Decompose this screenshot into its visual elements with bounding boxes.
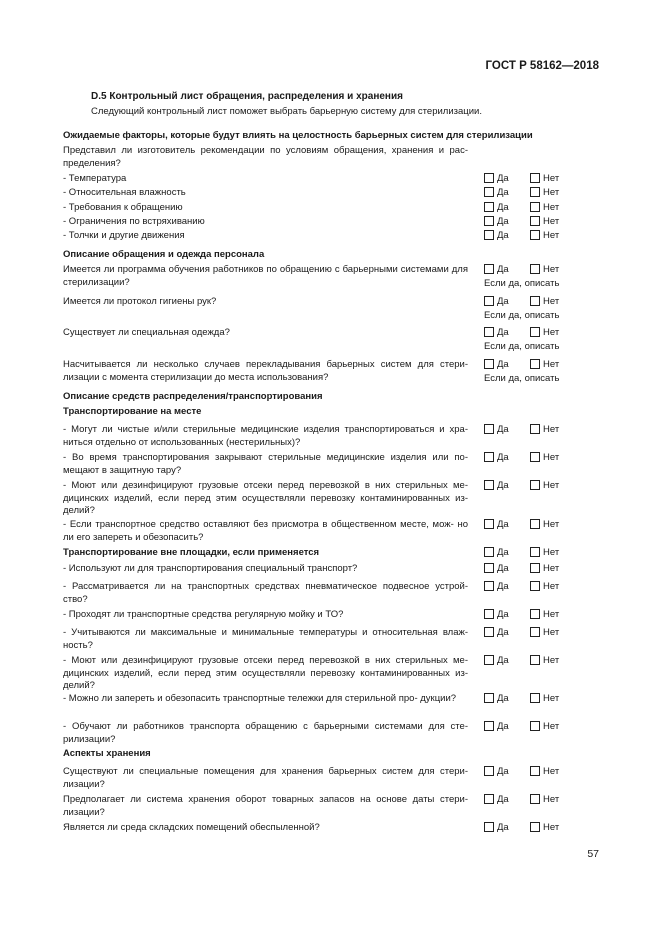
question-text: - Учитываются ли максимальные и минимальные температуры и относительная влаж- ность? [63, 627, 468, 651]
checkbox-icon[interactable] [530, 327, 540, 337]
option-no[interactable] [530, 609, 559, 621]
option-no[interactable] [530, 216, 559, 228]
option-no[interactable] [530, 822, 559, 834]
checkbox-icon[interactable] [484, 452, 494, 462]
question-text: Имеется ли протокол гигиены рук? [63, 296, 217, 307]
question-text: - Относительная влажность [63, 187, 186, 198]
option-no[interactable] [530, 187, 559, 199]
checkbox-icon[interactable] [484, 480, 494, 490]
option-label: Да [497, 202, 509, 213]
option-label: Да [497, 230, 509, 241]
option-label: Нет [543, 627, 560, 638]
option-yes[interactable] [484, 693, 509, 705]
describe-label: Если да, описать [484, 373, 560, 384]
option-label: Нет [543, 794, 560, 805]
option-label: Нет [543, 609, 560, 620]
section-heading: Описание средств распределения/транспортирования [63, 391, 323, 402]
option-label: Нет [543, 173, 560, 184]
checkbox-icon[interactable] [484, 216, 494, 226]
question-text: Предполагает ли система хранения оборот товарных запасов на основе даты стери- лизации? [63, 794, 468, 818]
option-yes[interactable] [484, 187, 509, 199]
option-no[interactable] [530, 480, 559, 492]
option-no[interactable] [530, 519, 559, 531]
checkbox-icon[interactable] [484, 822, 494, 832]
checkbox-icon[interactable] [530, 359, 540, 369]
option-yes[interactable] [484, 822, 509, 834]
checkbox-icon[interactable] [530, 424, 540, 434]
checkbox-icon[interactable] [484, 187, 494, 197]
checkbox-icon[interactable] [484, 766, 494, 776]
question-text: - Ограничения по встряхиванию [63, 216, 205, 227]
checkbox-icon[interactable] [484, 202, 494, 212]
checkbox-icon[interactable] [484, 721, 494, 731]
checkbox-icon[interactable] [484, 581, 494, 591]
section-heading: Аспекты хранения [63, 748, 151, 759]
option-label: Да [497, 480, 509, 491]
option-yes[interactable] [484, 766, 509, 778]
option-no[interactable] [530, 327, 559, 339]
section-heading: Описание обращения и одежда персонала [63, 249, 265, 260]
option-label: Да [497, 216, 509, 227]
option-label: Нет [543, 327, 560, 338]
option-label: Да [497, 581, 509, 592]
option-yes[interactable] [484, 264, 509, 276]
checkbox-icon[interactable] [530, 216, 540, 226]
option-label: Нет [543, 452, 560, 463]
option-yes[interactable] [484, 655, 509, 667]
option-no[interactable] [530, 264, 559, 276]
option-label: Да [497, 424, 509, 435]
checkbox-icon[interactable] [484, 693, 494, 703]
option-label: Да [497, 627, 509, 638]
question-text: Насчитывается ли несколько случаев перекладывания барьерных систем для стери- лизации с момента стерилизации до места использования? [63, 359, 468, 383]
checkbox-icon[interactable] [530, 519, 540, 529]
checkbox-icon[interactable] [530, 296, 540, 306]
question-text: - Используют ли для транспортирования специальный транспорт? [63, 563, 358, 574]
option-label: Да [497, 766, 509, 777]
question-text: - Температура [63, 173, 127, 184]
document-header: ГОСТ Р 58162—2018 [485, 60, 599, 72]
option-no[interactable] [530, 794, 559, 806]
checkbox-icon[interactable] [484, 563, 494, 573]
option-label: Нет [543, 424, 560, 435]
option-no[interactable] [530, 424, 559, 436]
option-label: Да [497, 822, 509, 833]
question-text: Является ли среда складских помещений обеспыленной? [63, 822, 320, 833]
option-label: Нет [543, 547, 560, 558]
option-label: Да [497, 173, 509, 184]
option-label: Да [497, 609, 509, 620]
checkbox-icon[interactable] [484, 627, 494, 637]
option-no[interactable] [530, 230, 559, 242]
option-yes[interactable] [484, 609, 509, 621]
option-label: Нет [543, 216, 560, 227]
checkbox-icon[interactable] [530, 627, 540, 637]
option-yes[interactable] [484, 230, 509, 242]
option-label: Нет [543, 296, 560, 307]
option-label: Нет [543, 359, 560, 370]
question-text: - Моют или дезинфицируют грузовые отсеки перед перевозкой в них стерильных ме- дицинских изделий, если перед этим осуществляли перевозку контаминированных из- делий? [63, 655, 468, 691]
describe-label: Если да, описать [484, 310, 560, 321]
checkbox-icon[interactable] [530, 480, 540, 490]
option-yes[interactable] [484, 721, 509, 733]
option-label: Нет [543, 721, 560, 732]
option-yes[interactable] [484, 480, 509, 492]
option-label: Да [497, 693, 509, 704]
question-text: - Во время транспортирования закрывают стерильные медицинские изделия или по- мещают в защитную тару? [63, 452, 468, 476]
option-yes[interactable] [484, 563, 509, 575]
option-no[interactable] [530, 359, 559, 371]
checkbox-icon[interactable] [484, 519, 494, 529]
option-label: Нет [543, 766, 560, 777]
checkbox-icon[interactable] [530, 655, 540, 665]
checkbox-icon[interactable] [530, 609, 540, 619]
section-heading: Транспортирование на месте [63, 406, 202, 417]
question-text: - Могут ли чистые и/или стерильные медицинские изделия транспортироваться и хра- ниться отдельно от использованных (нестерильных)? [63, 424, 468, 448]
checkbox-icon[interactable] [530, 230, 540, 240]
checkbox-icon[interactable] [530, 766, 540, 776]
option-no[interactable] [530, 563, 559, 575]
option-label: Да [497, 359, 509, 370]
checkbox-icon[interactable] [484, 173, 494, 183]
option-label: Да [497, 327, 509, 338]
checkbox-icon[interactable] [484, 296, 494, 306]
option-label: Нет [543, 581, 560, 592]
checkbox-icon[interactable] [530, 794, 540, 804]
checkbox-icon[interactable] [530, 581, 540, 591]
option-label: Да [497, 547, 509, 558]
question-text: - Если транспортное средство оставляют без присмотра в общественном месте, мож- но ли его запереть и обезопасить? [63, 519, 468, 543]
option-label: Нет [543, 230, 560, 241]
checkbox-icon[interactable] [530, 452, 540, 462]
option-no[interactable] [530, 452, 559, 464]
option-label: Да [497, 721, 509, 732]
option-yes[interactable] [484, 452, 509, 464]
intro-text: Следующий контрольный лист поможет выбрать барьерную систему для стерилизации. [91, 106, 482, 117]
section-heading: Ожидаемые факторы, которые будут влиять на целостность барьерных систем для стерилизации [63, 130, 533, 141]
option-yes[interactable] [484, 424, 509, 436]
option-label: Да [497, 296, 509, 307]
checkbox-icon[interactable] [484, 327, 494, 337]
question-text: Существует ли специальная одежда? [63, 327, 230, 338]
checkbox-icon[interactable] [484, 547, 494, 557]
option-no[interactable] [530, 202, 559, 214]
option-yes[interactable] [484, 216, 509, 228]
option-no[interactable] [530, 655, 559, 667]
option-yes[interactable] [484, 519, 509, 531]
option-label: Да [497, 563, 509, 574]
checkbox-icon[interactable] [530, 721, 540, 731]
option-label: Да [497, 519, 509, 530]
question-text: - Рассматривается ли на транспортных средствах пневматическое подвесное устрой- ство? [63, 581, 468, 605]
question-text: Представил ли изготовитель рекомендации по условиям обращения, хранения и рас- пределения? [63, 145, 468, 169]
checkbox-icon[interactable] [530, 187, 540, 197]
question-text: - Требования к обращению [63, 202, 183, 213]
option-label: Нет [543, 693, 560, 704]
option-yes[interactable] [484, 547, 509, 559]
option-label: Нет [543, 264, 560, 275]
checkbox-icon[interactable] [530, 264, 540, 274]
question-text: Имеется ли программа обучения работников по обращению с барьерными системами для стерилизации? [63, 264, 468, 288]
question-text: - Обучают ли работников транспорта обращению с барьерными системами для сте- рилизации? [63, 721, 468, 745]
option-no[interactable] [530, 296, 559, 308]
option-label: Нет [543, 822, 560, 833]
option-label: Нет [543, 519, 560, 530]
option-no[interactable] [530, 721, 559, 733]
option-no[interactable] [530, 581, 559, 593]
option-yes[interactable] [484, 296, 509, 308]
option-label: Да [497, 187, 509, 198]
option-yes[interactable] [484, 327, 509, 339]
checkbox-icon[interactable] [484, 230, 494, 240]
checkbox-icon[interactable] [530, 173, 540, 183]
option-label: Нет [543, 202, 560, 213]
option-no[interactable] [530, 547, 559, 559]
checkbox-icon[interactable] [484, 794, 494, 804]
option-yes[interactable] [484, 202, 509, 214]
page-number: 57 [587, 848, 599, 860]
option-no[interactable] [530, 173, 559, 185]
checkbox-icon[interactable] [484, 609, 494, 619]
checkbox-icon[interactable] [530, 693, 540, 703]
checkbox-icon[interactable] [484, 264, 494, 274]
option-no[interactable] [530, 766, 559, 778]
option-label: Нет [543, 563, 560, 574]
option-yes[interactable] [484, 173, 509, 185]
checkbox-icon[interactable] [484, 359, 494, 369]
question-text: - Проходят ли транспортные средства регулярную мойку и ТО? [63, 609, 344, 620]
question-text: Существуют ли специальные помещения для хранения барьерных систем для стери- лизации? [63, 766, 468, 790]
checkbox-icon[interactable] [530, 547, 540, 557]
describe-label: Если да, описать [484, 278, 560, 289]
checkbox-icon[interactable] [530, 202, 540, 212]
section-heading: Транспортирование вне площадки, если применяется [63, 547, 320, 558]
checkbox-icon[interactable] [530, 563, 540, 573]
checkbox-icon[interactable] [484, 655, 494, 665]
option-label: Да [497, 264, 509, 275]
option-label: Нет [543, 480, 560, 491]
option-label: Нет [543, 655, 560, 666]
option-label: Нет [543, 187, 560, 198]
option-label: Да [497, 794, 509, 805]
checkbox-icon[interactable] [530, 822, 540, 832]
question-text: - Можно ли запереть и обезопасить транспортные тележки для стерильной про- дукции? [63, 693, 457, 704]
section-title: D.5 Контрольный лист обращения, распределения и хранения [91, 91, 403, 102]
question-text: - Моют или дезинфицируют грузовые отсеки перед перевозкой в них стерильных ме- дицинских изделий, если перед этим осуществляли перевозку контаминированных из- делий? [63, 480, 468, 516]
option-no[interactable] [530, 693, 559, 705]
option-yes[interactable] [484, 794, 509, 806]
option-yes[interactable] [484, 359, 509, 371]
option-yes[interactable] [484, 581, 509, 593]
option-label: Да [497, 452, 509, 463]
checkbox-icon[interactable] [484, 424, 494, 434]
option-no[interactable] [530, 627, 559, 639]
option-label: Да [497, 655, 509, 666]
describe-label: Если да, описать [484, 341, 560, 352]
option-yes[interactable] [484, 627, 509, 639]
question-text: - Толчки и другие движения [63, 230, 185, 241]
